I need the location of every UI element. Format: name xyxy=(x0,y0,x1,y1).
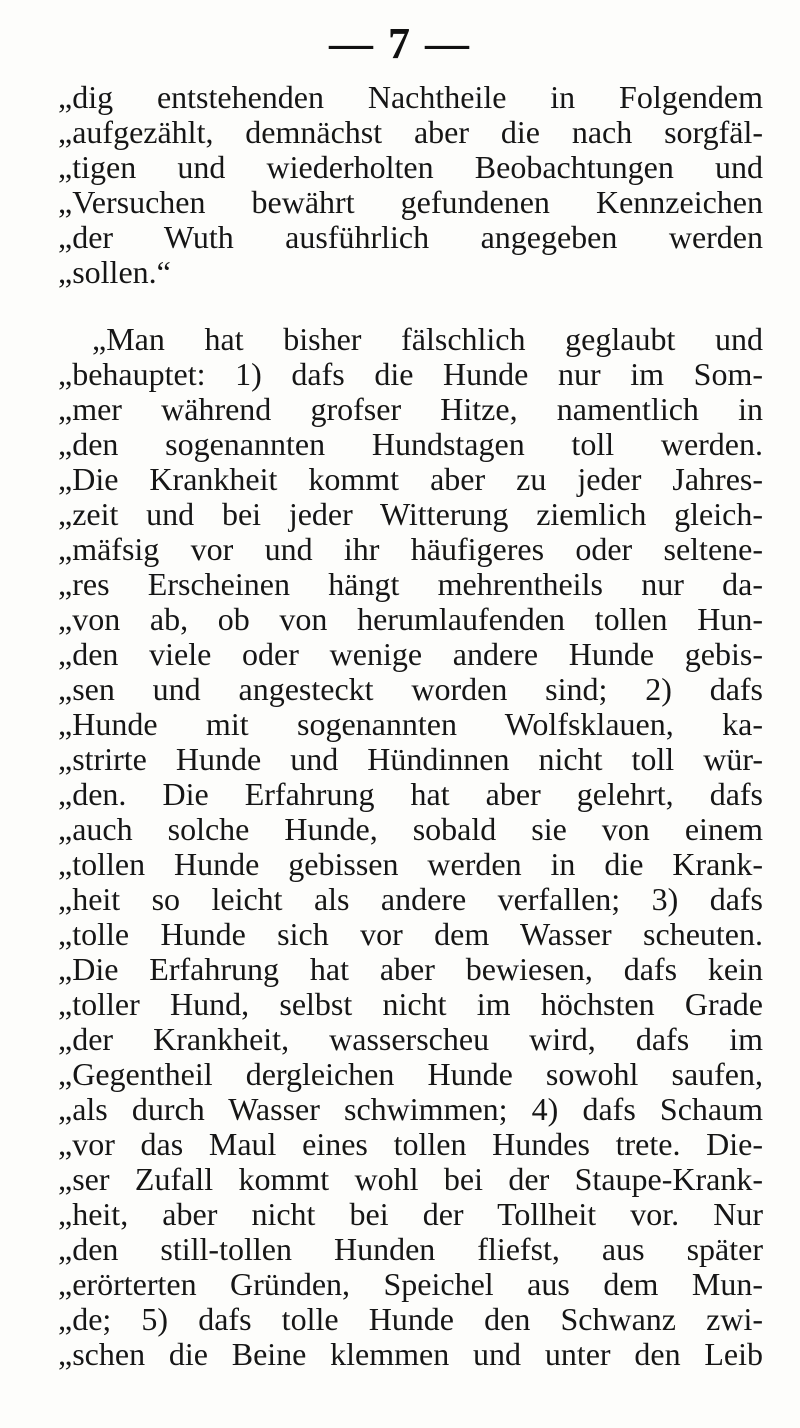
text-line: „de; 5) dafs tolle Hunde den Schwanz zwi- xyxy=(58,1302,763,1337)
text-line: „tigen und wiederholten Beobachtungen und xyxy=(58,150,763,185)
text-line: „res Erscheinen hängt mehrentheils nur da- xyxy=(58,567,763,602)
text-line: „aufgezählt, demnächst aber die nach sorgfäl- xyxy=(58,115,763,150)
text-line: „mäfsig vor und ihr häufigeres oder seltene- xyxy=(58,532,763,567)
text-line: „tollen Hunde gebissen werden in die Krank- xyxy=(58,847,763,882)
text-line: „heit, aber nicht bei der Tollheit vor. Nur xyxy=(58,1197,763,1232)
text-line: „tolle Hunde sich vor dem Wasser scheuten. xyxy=(58,917,763,952)
text-line: „toller Hund, selbst nicht im höchsten Grade xyxy=(58,987,763,1022)
text-line: „den viele oder wenige andere Hunde gebis- xyxy=(58,637,763,672)
text-line: „Hunde mit sogenannten Wolfsklauen, ka- xyxy=(58,707,763,742)
text-line: „von ab, ob von herumlaufenden tollen Hun- xyxy=(58,602,763,637)
text-line: „Die Erfahrung hat aber bewiesen, dafs kein xyxy=(58,952,763,987)
paragraph-1 xyxy=(58,80,763,290)
text-line: „den sogenannten Hundstagen toll werden. xyxy=(58,427,763,462)
text-line: „den. Die Erfahrung hat aber gelehrt, dafs xyxy=(58,777,763,812)
text-line: „strirte Hunde und Hündinnen nicht toll wür- xyxy=(58,742,763,777)
text-line: „schen die Beine klemmen und unter den Leib xyxy=(58,1337,763,1372)
text-line: „ser Zufall kommt wohl bei der Staupe-Krank- xyxy=(58,1162,763,1197)
text-line: „heit so leicht als andere verfallen; 3) dafs xyxy=(58,882,763,917)
text-line: „sen und angesteckt worden sind; 2) dafs xyxy=(58,672,763,707)
text-line: „behauptet: 1) dafs die Hunde nur im Som- xyxy=(58,357,763,392)
body-text xyxy=(58,80,763,1372)
paragraph-2 xyxy=(58,322,763,1372)
text-line: „Versuchen bewährt gefundenen Kennzeichen xyxy=(58,185,763,220)
text-line: „Die Krankheit kommt aber zu jeder Jahres- xyxy=(58,462,763,497)
page-number: — 7 — xyxy=(329,19,471,68)
text-line: „Man hat bisher fälschlich geglaubt und xyxy=(92,322,763,357)
text-line: „vor das Maul eines tollen Hundes trete. Die- xyxy=(58,1127,763,1162)
text-line: „der Krankheit, wasserscheu wird, dafs im xyxy=(58,1022,763,1057)
text-line: „der Wuth ausführlich angegeben werden xyxy=(58,220,763,255)
text-line: „den still-tollen Hunden fliefst, aus später xyxy=(58,1232,763,1267)
text-line: „auch solche Hunde, sobald sie von einem xyxy=(58,812,763,847)
text-line: „mer während grofser Hitze, namentlich in xyxy=(58,392,763,427)
text-line: „als durch Wasser schwimmen; 4) dafs Schaum xyxy=(58,1092,763,1127)
text-line: „erörterten Gründen, Speichel aus dem Mun- xyxy=(58,1267,763,1302)
text-line: „dig entstehenden Nachtheile in Folgendem xyxy=(58,80,763,115)
text-line: „zeit und bei jeder Witterung ziemlich gleich- xyxy=(58,497,763,532)
text-line: „sollen.“ xyxy=(58,255,171,290)
text-line: „Gegentheil dergleichen Hunde sowohl saufen, xyxy=(58,1057,763,1092)
